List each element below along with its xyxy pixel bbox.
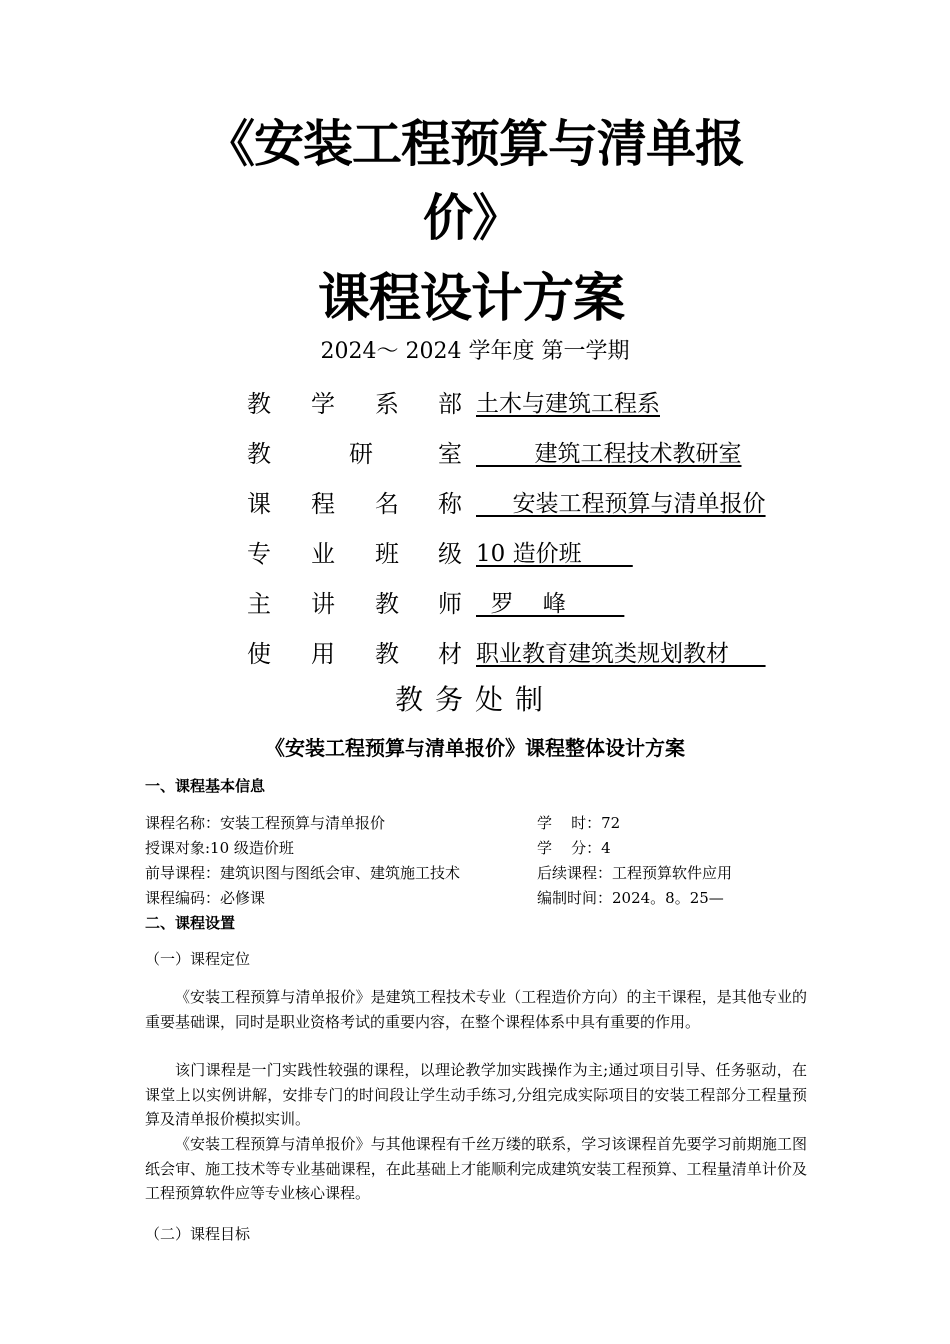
section-basic-info-heading: 一、课程基本信息	[145, 777, 266, 795]
info-label-teaching-office: 教 研 室	[247, 440, 462, 468]
info-row-left: 前导课程：建筑识图与图纸会审、建筑施工技术	[145, 864, 461, 882]
issuing-department: 教务处制	[394, 683, 555, 716]
info-row-right: 学 时：72	[537, 814, 621, 832]
info-label-textbook: 使 用 教 材	[247, 640, 462, 668]
info-value-department: 土木与建筑工程系	[476, 391, 660, 417]
paragraph: 《安装工程预算与清单报价》是建筑工程技术专业（工程造价方向）的主干课程，是其他专业的重要基础课，同时是职业资格考试的重要内容，在整个课程体系中具有重要的作用。	[145, 988, 807, 1031]
info-label-department: 教 学 系 部	[247, 390, 462, 418]
info-value-textbook: 职业教育建筑类规划教材	[476, 641, 766, 667]
info-row-right: 编制时间：2024。8。25—	[537, 889, 724, 907]
info-row-left: 课程名称：安装工程预算与清单报价	[145, 814, 386, 832]
info-label-class: 专 业 班 级	[247, 540, 462, 568]
info-row-right: 学 分：4	[537, 839, 611, 857]
document-subtitle: 《安装工程预算与清单报价》课程整体设计方案	[265, 736, 685, 760]
info-value-course-name: 安装工程预算与清单报价	[476, 491, 766, 517]
section-course-setting-heading: 二、课程设置	[145, 914, 236, 932]
info-row-right: 后续课程：工程预算软件应用	[537, 864, 733, 882]
academic-year: 2024～ 2024 学年度 第一学期	[320, 339, 630, 364]
info-row-left: 授课对象:10 级造价班	[145, 839, 294, 857]
info-row-left: 课程编码：必修课	[145, 889, 266, 907]
cover-title-line3: 课程设计方案	[318, 269, 625, 329]
paragraph: 《安装工程预算与清单报价》与其他课程有千丝万缕的联系，学习该课程首先要学习前期施工图纸会审、施工技术等专业基础课程，在此基础上才能顺利完成建筑安装工程预算、工程量清单计价及工程预算软件应等专业核心课程。	[145, 1135, 807, 1202]
paragraph: 该门课程是一门实践性较强的课程，以理论教学加实践操作为主;通过项目引导、任务驱动，在课堂上以实例讲解，安排专门的时间段让学生动手练习,分组完成实际项目的安装工程部分工程量预算及清单报价模拟实训。	[145, 1061, 807, 1128]
cover-title-line2: 价》	[423, 189, 521, 247]
info-value-lecturer: 罗 峰	[476, 591, 625, 617]
info-value-class: 10 造价班	[476, 541, 633, 567]
info-label-course-name: 课 程 名 称	[247, 490, 462, 518]
subsection-course-objectives: （二）课程目标	[145, 1225, 251, 1243]
info-label-lecturer: 主 讲 教 师	[247, 590, 462, 618]
subsection-course-positioning: （一）课程定位	[145, 950, 251, 968]
cover-title-line1: 《安装工程预算与清单报	[205, 115, 744, 173]
info-value-teaching-office: 建筑工程技术教研室	[476, 441, 742, 467]
